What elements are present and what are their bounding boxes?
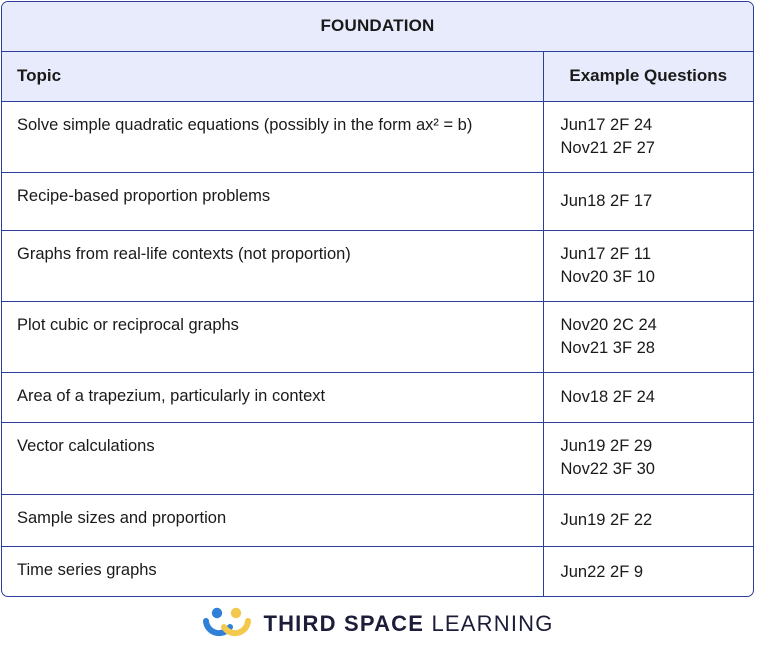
example-question: Jun22 2F 9 <box>560 562 644 581</box>
example-questions-cell <box>543 494 753 546</box>
example-questions-cell <box>543 422 753 494</box>
logo-wordmark <box>263 611 553 637</box>
example-questions-cell <box>543 372 753 422</box>
foundation-table <box>1 1 754 597</box>
logo-arc-yellow-icon <box>224 621 248 633</box>
topic-cell: Area of a trapezium, particularly in context <box>2 372 543 422</box>
example-question: Nov20 3F 10 <box>560 267 655 286</box>
example-questions-cell <box>543 301 753 372</box>
topic-cell: Graphs from real-life contexts (not proportion) <box>2 230 543 301</box>
example-question: Jun18 2F 17 <box>560 191 653 210</box>
logo-dot-yellow-icon <box>231 608 241 618</box>
table-row <box>2 494 753 546</box>
topic-cell: Vector calculations <box>2 422 543 494</box>
topic-cell: Sample sizes and proportion <box>2 494 543 546</box>
table-row <box>2 301 753 372</box>
table-body <box>2 101 753 597</box>
table-row <box>2 546 753 597</box>
third-space-learning-logo-icon <box>203 607 251 641</box>
logo-text-bold: THIRD SPACE <box>263 611 425 636</box>
table-row <box>2 372 753 422</box>
example-question: Nov20 2C 24 <box>560 315 657 334</box>
topic-cell: Plot cubic or reciprocal graphs <box>2 301 543 372</box>
topics-table <box>2 2 753 597</box>
example-questions-cell <box>543 546 753 597</box>
example-questions-header: Example Questions <box>543 51 753 101</box>
topic-cell: Time series graphs <box>2 546 543 597</box>
third-space-learning-logo <box>0 604 757 644</box>
example-question: Nov18 2F 24 <box>560 387 655 406</box>
example-question: Nov21 2F 27 <box>560 138 655 157</box>
logo-text-light: LEARNING <box>431 611 554 636</box>
table-header-row <box>2 51 753 101</box>
topic-cell: Solve simple quadratic equations (possibly in the form ax² = b) <box>2 101 543 172</box>
example-question: Nov22 3F 30 <box>560 460 655 478</box>
table-row <box>2 172 753 230</box>
topic-cell: Recipe-based proportion problems <box>2 172 543 230</box>
example-questions-cell <box>543 172 753 230</box>
topic-header: Topic <box>2 51 543 101</box>
example-question: Jun19 2F 29 <box>560 437 653 455</box>
example-questions-cell <box>543 230 753 301</box>
table-title: FOUNDATION <box>2 2 753 51</box>
example-question: Jun17 2F 11 <box>560 244 652 263</box>
table-row <box>2 422 753 494</box>
example-question: Jun19 2F 22 <box>560 510 653 529</box>
example-question: Nov21 3F 28 <box>560 338 655 357</box>
example-questions-cell <box>543 101 753 172</box>
table-title-row <box>2 2 753 51</box>
logo-dot-blue-icon <box>212 608 222 618</box>
example-question: Jun17 2F 24 <box>560 115 653 134</box>
table-row <box>2 230 753 301</box>
table-row <box>2 101 753 172</box>
